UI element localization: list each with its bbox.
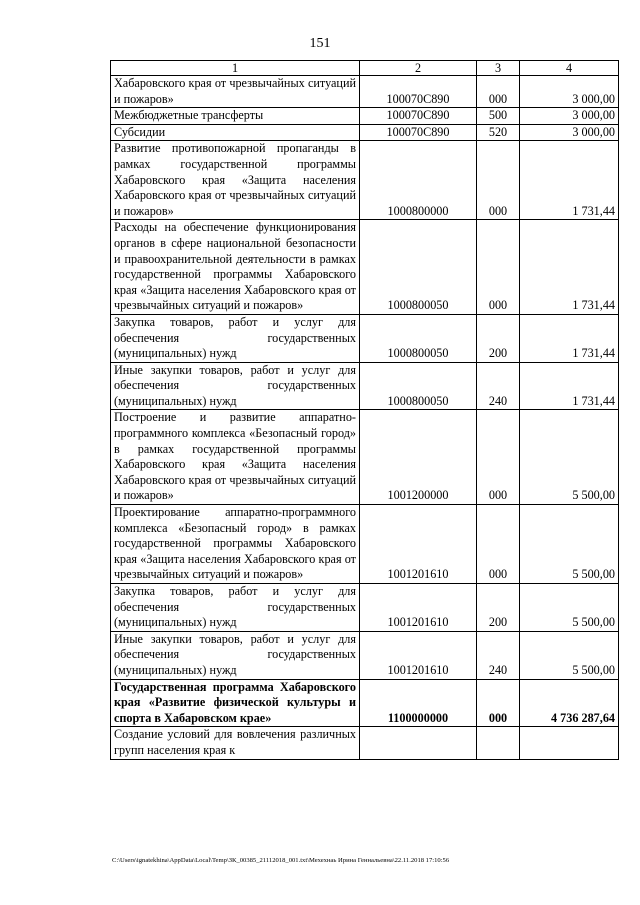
row-code: 1001200000: [360, 410, 477, 505]
row-code: 1100000000: [360, 679, 477, 727]
row-type: 240: [477, 362, 520, 410]
row-amount: 1 731,44: [520, 314, 619, 362]
row-name: Проектирование аппаратно-программного комплекса «Безопасный город» в рамках государственной программы Хабаровского края «Защита населения Хабаровского края от чрезвычайных ситуаций и пожаров»: [111, 505, 360, 584]
row-amount: 1 731,44: [520, 362, 619, 410]
row-code: 1000800050: [360, 362, 477, 410]
row-code: 1000800050: [360, 220, 477, 315]
row-name: Развитие противопожарной пропаганды в рамках государственной программы Хабаровского края «Защита населения Хабаровского края от чрезвычайных ситуаций и пожаров»: [111, 141, 360, 220]
table-row: [111, 76, 619, 108]
row-type: 000: [477, 679, 520, 727]
row-type: 200: [477, 584, 520, 632]
page-number: 151: [309, 36, 331, 51]
header-cell-1: 1: [111, 61, 360, 76]
file-path-footer: C:\Users\ignatekhina\AppData\Local\Temp\ЗК_00385_21112018_001.txt\Мехехнаь Ирина Геннальевна\22.11.2018 17:10:56: [112, 857, 450, 864]
table-row-program: [111, 679, 619, 727]
row-name: Субсидии: [111, 124, 360, 141]
row-type: 240: [477, 631, 520, 679]
row-name: Расходы на обеспечение функционирования органов в сфере национальной безопасности и правоохранительной деятельности в рамках государственной программы Хабаровского края «Защита населения Хабаровского края от чрезвычайных ситуаций и пожаров»: [111, 220, 360, 315]
row-amount: 3 000,00: [520, 124, 619, 141]
row-name: Иные закупки товаров, работ и услуг для обеспечения государственных (муниципальных) нужд: [111, 362, 360, 410]
table-row: [111, 631, 619, 679]
row-code: 100070С890: [360, 108, 477, 125]
row-code: 1000800000: [360, 141, 477, 220]
table-header-row: [111, 61, 619, 76]
header-cell-3: 3: [477, 61, 520, 76]
row-amount: 5 500,00: [520, 584, 619, 632]
header-cell-4: 4: [520, 61, 619, 76]
row-amount: 5 500,00: [520, 505, 619, 584]
row-code: 1000800050: [360, 314, 477, 362]
row-amount: 1 731,44: [520, 141, 619, 220]
row-name: Иные закупки товаров, работ и услуг для обеспечения государственных (муниципальных) нужд: [111, 631, 360, 679]
table-row: [111, 584, 619, 632]
row-name: Закупка товаров, работ и услуг для обеспечения государственных (муниципальных) нужд: [111, 584, 360, 632]
row-amount: 5 500,00: [520, 631, 619, 679]
table-row: [111, 410, 619, 505]
row-type: [477, 727, 520, 759]
row-type: 000: [477, 410, 520, 505]
row-amount: 1 731,44: [520, 220, 619, 315]
table-row: [111, 124, 619, 141]
row-amount: [520, 727, 619, 759]
row-type: 520: [477, 124, 520, 141]
row-amount: 5 500,00: [520, 410, 619, 505]
row-name: Хабаровского края от чрезвычайных ситуаций и пожаров»: [111, 76, 360, 108]
row-type: 200: [477, 314, 520, 362]
row-code: 1001201610: [360, 584, 477, 632]
row-type: 000: [477, 505, 520, 584]
table-row: [111, 362, 619, 410]
table-row: [111, 505, 619, 584]
budget-table: [110, 60, 619, 760]
row-code: 100070С890: [360, 76, 477, 108]
row-type: 000: [477, 220, 520, 315]
row-code: 1001201610: [360, 631, 477, 679]
row-type: 000: [477, 76, 520, 108]
row-name: Государственная программа Хабаровского края «Развитие физической культуры и спорта в Хабаровском крае»: [111, 679, 360, 727]
row-amount: 3 000,00: [520, 108, 619, 125]
row-type: 000: [477, 141, 520, 220]
row-name: Межбюджетные трансферты: [111, 108, 360, 125]
row-type: 500: [477, 108, 520, 125]
table-row: [111, 141, 619, 220]
header-cell-2: 2: [360, 61, 477, 76]
row-name: Закупка товаров, работ и услуг для обеспечения государственных (муниципальных) нужд: [111, 314, 360, 362]
table-row: [111, 108, 619, 125]
row-amount: 4 736 287,64: [520, 679, 619, 727]
table-row: [111, 220, 619, 315]
table-row: [111, 314, 619, 362]
row-code: 1001201610: [360, 505, 477, 584]
row-name: Создание условий для вовлечения различных групп населения края к: [111, 727, 360, 759]
table-row: [111, 727, 619, 759]
row-name: Построение и развитие аппаратно-программного комплекса «Безопасный город» в рамках государственной программы Хабаровского края «Защита населения Хабаровского края от чрезвычайных ситуаций и пожаров»: [111, 410, 360, 505]
row-amount: 3 000,00: [520, 76, 619, 108]
row-code: [360, 727, 477, 759]
row-code: 100070С890: [360, 124, 477, 141]
